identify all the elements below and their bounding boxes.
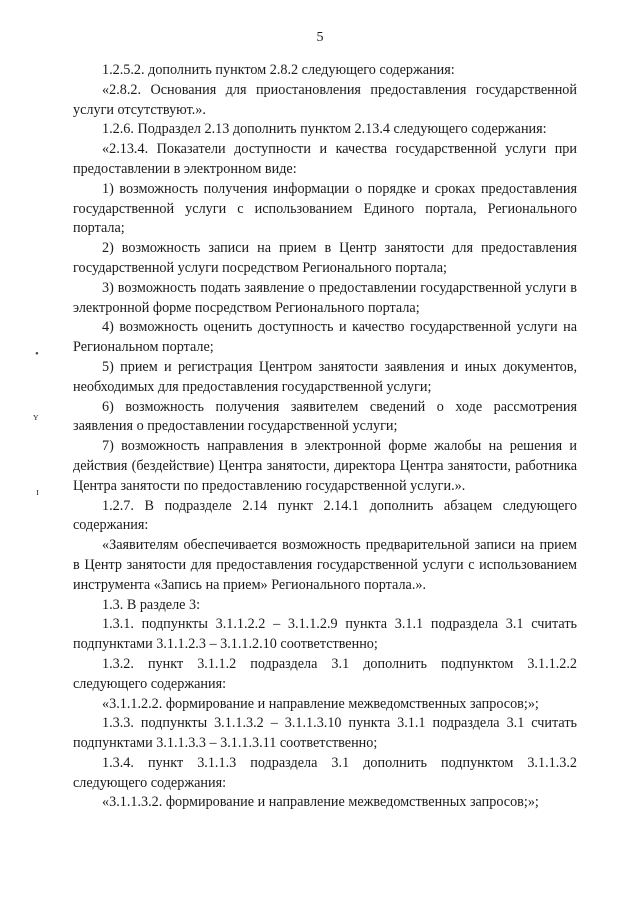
paragraph: «3.1.1.2.2. формирование и направление межведомственных запросов;»;: [102, 695, 539, 712]
paragraph: 1) возможность получения информации о порядке и сроках предоставления государственной услуги с использованием Единого портала, Регионального портала;: [73, 180, 577, 237]
scan-speck: •: [35, 348, 39, 360]
paragraph: 6) возможность получения заявителем сведений о ходе рассмотрения заявления о предоставлении государственной услуги;: [73, 398, 577, 435]
paragraph: 1.3. В разделе 3:: [102, 596, 201, 613]
paragraph: «2.8.2. Основания для приостановления предоставления государственной услуги отсутствуют.».: [73, 81, 577, 118]
document-body: [73, 61, 577, 813]
paragraph: 1.3.1. подпункты 3.1.1.2.2 – 3.1.1.2.9 пункта 3.1.1 подраздела 3.1 считать подпунктами 3.1.1.2.3 – 3.1.1.2.10 соответственно;: [73, 616, 577, 653]
paragraph: 1.3.3. подпункты 3.1.1.3.2 – 3.1.1.3.10 пункта 3.1.1 подраздела 3.1 считать подпунктами 3.1.1.3.3 – 3.1.1.3.11 соответственно;: [73, 715, 577, 752]
paragraph: 1.2.7. В подразделе 2.14 пункт 2.14.1 дополнить абзацем следующего содержания:: [73, 497, 577, 534]
paragraph: «2.13.4. Показатели доступности и качества государственной услуги при предоставлении в электронном виде:: [73, 141, 577, 177]
paragraph: 1.3.4. пункт 3.1.1.3 подраздела 3.1 дополнить подпунктом 3.1.1.3.2 следующего содержания:: [73, 754, 577, 791]
scan-speck: ʏ: [33, 411, 39, 423]
paragraph: 1.2.5.2. дополнить пунктом 2.8.2 следующего содержания:: [102, 62, 455, 78]
paragraph: 2) возможность записи на прием в Центр занятости для предоставления государственной услуги посредством Регионального портала;: [73, 240, 577, 276]
paragraph: 1.2.6. Подраздел 2.13 дополнить пунктом 2.13.4 следующего содержания:: [102, 121, 547, 138]
page-number: 5: [316, 30, 324, 45]
paragraph: «Заявителям обеспечивается возможность предварительной записи на прием в Центр занятости для предоставления государственной услуги с использованием инструмента «Запись на прием» Регионального портала.».: [73, 537, 577, 593]
scan-speck: ɪ: [36, 486, 40, 498]
paragraph: 5) прием и регистрация Центром занятости заявления и иных документов, необходимых для предоставления государственной услуги;: [73, 358, 577, 395]
paragraph: 4) возможность оценить доступность и качество государственной услуги на Региональном портале;: [73, 319, 577, 356]
paragraph: 7) возможность направления в электронной форме жалобы на решения и действия (бездействие) Центра занятости, директора Центра занятости, работника Центра занятости по предоставлению государственной услуги.».: [73, 438, 577, 494]
paragraph: «3.1.1.3.2. формирование и направление межведомственных запросов;»;: [102, 794, 539, 811]
paragraph: 3) возможность подать заявление о предоставлении государственной услуги в электронной форме посредством Регионального портала;: [73, 279, 577, 316]
paragraph: 1.3.2. пункт 3.1.1.2 подраздела 3.1 дополнить подпунктом 3.1.1.2.2 следующего содержания:: [73, 655, 577, 692]
